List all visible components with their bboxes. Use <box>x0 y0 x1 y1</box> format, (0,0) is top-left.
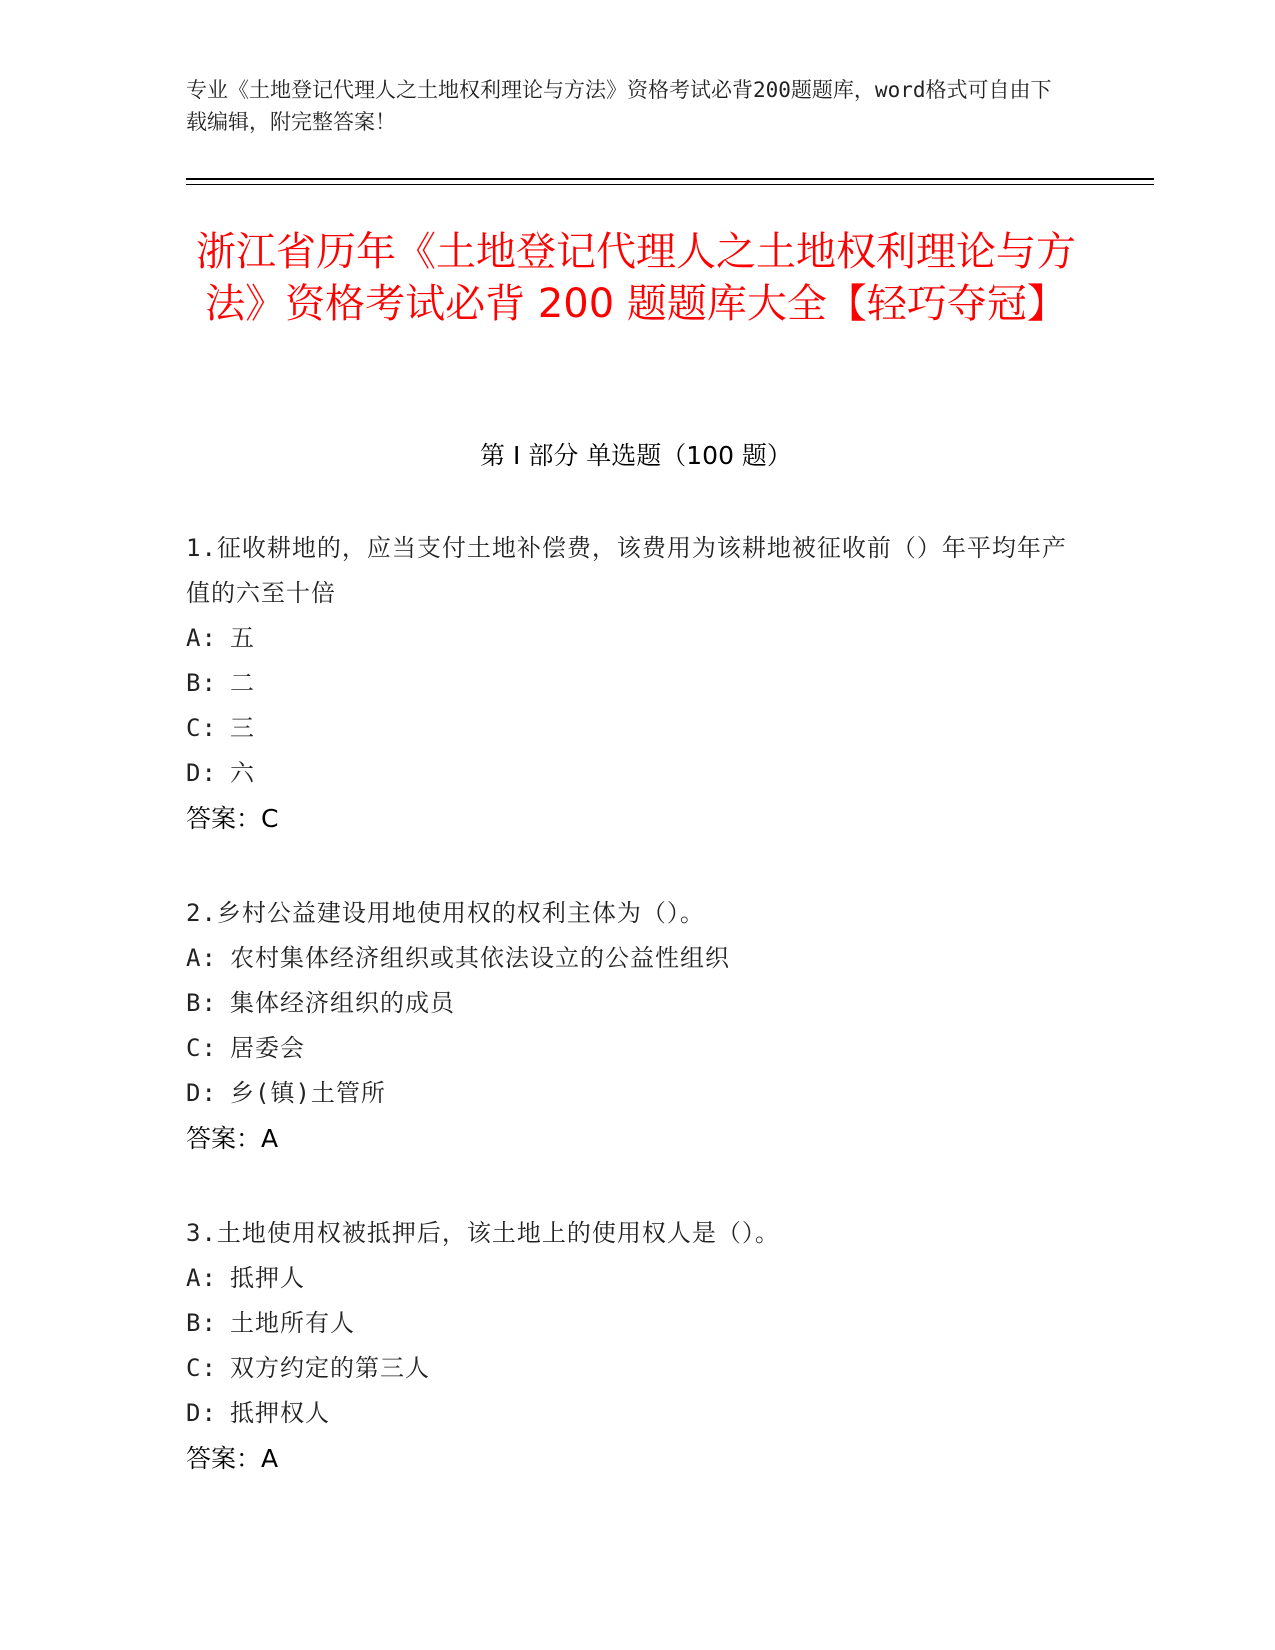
option-a <box>186 616 1086 661</box>
option-b <box>186 661 1086 706</box>
option-label: C: <box>186 714 217 742</box>
answer-line: 答案：C <box>186 804 279 833</box>
option-text: 抵押人 <box>230 1264 305 1292</box>
option-label: B: <box>186 989 217 1017</box>
option-label: A: <box>186 1264 217 1292</box>
option-text: 居委会 <box>230 1034 305 1062</box>
question-item <box>186 891 1086 1161</box>
header-divider-thick <box>186 178 1154 180</box>
option-label: B: <box>186 1309 217 1337</box>
header-divider-thin <box>186 184 1154 185</box>
option-c <box>186 1346 1086 1391</box>
option-text: 抵押权人 <box>230 1399 330 1427</box>
option-text: 集体经济组织的成员 <box>230 989 455 1017</box>
option-d <box>186 1071 1086 1116</box>
question-item <box>186 526 1086 841</box>
option-label: D: <box>186 1079 217 1107</box>
option-text: 二 <box>230 669 255 697</box>
option-text: 六 <box>230 759 255 787</box>
header-note: 专业《土地登记代理人之土地权利理论与方法》资格考试必背200题题库，word格式可自由下载编辑，附完整答案！ <box>186 78 1052 134</box>
question-text: 1.征收耕地的，应当支付土地补偿费，该费用为该耕地被征收前（）年平均年产值的六至十倍 <box>186 534 1067 607</box>
option-d <box>186 751 1086 796</box>
option-a <box>186 1256 1086 1301</box>
question-text: 3.土地使用权被抵押后，该土地上的使用权人是（）。 <box>186 1219 780 1247</box>
question-text: 2.乡村公益建设用地使用权的权利主体为（）。 <box>186 899 705 927</box>
question-item <box>186 1211 1086 1481</box>
option-label: D: <box>186 1399 217 1427</box>
option-d <box>186 1391 1086 1436</box>
option-c <box>186 706 1086 751</box>
option-text: 五 <box>230 624 255 652</box>
section-title: 第 I 部分 单选题（100 题） <box>480 441 792 470</box>
option-text: 土地所有人 <box>230 1309 355 1337</box>
option-label: A: <box>186 944 217 972</box>
option-text: 双方约定的第三人 <box>230 1354 430 1382</box>
option-text: 三 <box>230 714 255 742</box>
option-label: B: <box>186 669 217 697</box>
document-title: 浙江省历年《土地登记代理人之土地权利理论与方法》资格考试必背 200 题题库大全【轻巧夺冠】 <box>196 229 1076 327</box>
answer-line: 答案：A <box>186 1124 279 1153</box>
option-b <box>186 981 1086 1026</box>
option-text: 乡(镇)土管所 <box>230 1079 386 1107</box>
answer-line: 答案：A <box>186 1444 279 1473</box>
option-label: D: <box>186 759 217 787</box>
option-text: 农村集体经济组织或其依法设立的公益性组织 <box>230 944 730 972</box>
option-a <box>186 936 1086 981</box>
option-label: C: <box>186 1034 217 1062</box>
option-b <box>186 1301 1086 1346</box>
option-label: C: <box>186 1354 217 1382</box>
option-label: A: <box>186 624 217 652</box>
option-c <box>186 1026 1086 1071</box>
question-list <box>186 526 1086 1531</box>
